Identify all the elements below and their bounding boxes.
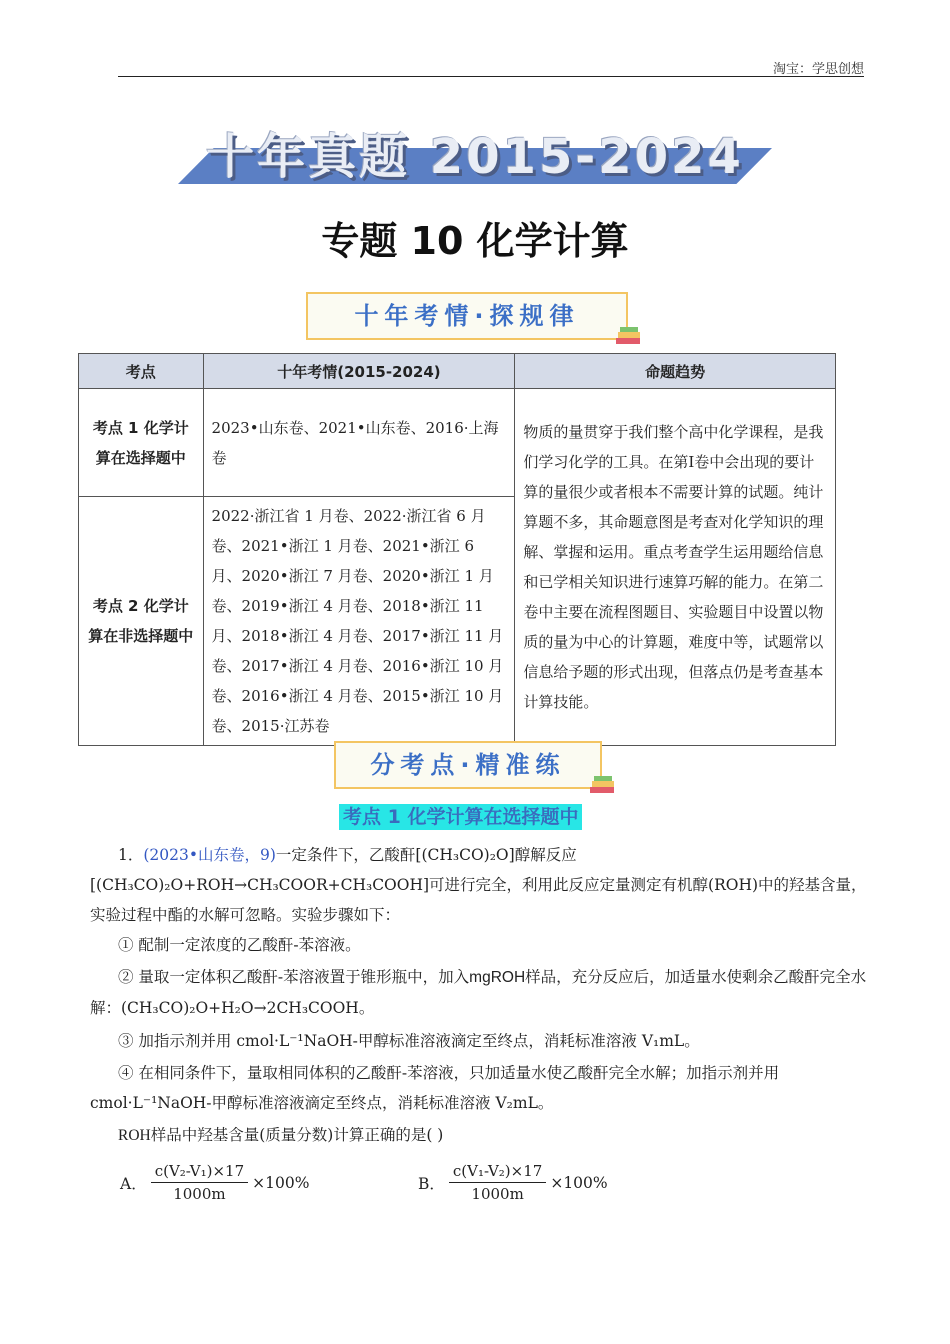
exam-point: 考点 2 化学计算在非选择题中 <box>79 497 204 746</box>
page-title: 专题 10 化学计算 <box>321 219 629 263</box>
fraction <box>151 1160 248 1205</box>
year-banner <box>178 118 772 184</box>
table-header: 考点 <box>79 354 204 389</box>
option-b[interactable] <box>418 1160 608 1205</box>
section-heading: 考点 1 化学计算在选择题中 <box>339 804 582 830</box>
header-rule <box>118 76 864 77</box>
exam-years: 2022·浙江省 1 月卷、2022·浙江省 6 月卷、2021•浙江 1 月卷、2021•浙江 6 月、2020•浙江 7 月卷、2020•浙江 1 月卷、2019•浙江 4 月卷、2018•浙江 11 月、2018•浙江 4 月卷、2017•浙江 11 月卷、2017•浙江 4 月卷、2016•浙江 10 月卷、2016•浙江 4 月卷、2015•浙江 10 月卷、2015·江苏卷 <box>203 497 515 746</box>
ask-roh: ROH <box>118 1127 151 1144</box>
table-header: 十年考情(2015-2024) <box>203 354 515 389</box>
table-header-row <box>79 354 836 389</box>
fraction-denominator: 1000m <box>471 1185 524 1203</box>
exam-point: 考点 1 化学计算在选择题中 <box>79 389 204 497</box>
fraction-numerator: c(V₁-V₂)×17 <box>449 1160 546 1183</box>
option-a[interactable] <box>120 1160 309 1205</box>
fraction <box>449 1160 546 1205</box>
ask-text: 样品中羟基含量(质量分数)计算正确的是( ) <box>150 1126 444 1144</box>
question-source: (2023•山东卷，9) <box>143 846 276 864</box>
question-stem-1: 一定条件下，乙酸酐[(CH₃CO)₂O]醇解反应 <box>275 846 577 864</box>
question-stem-2: [(CH₃CO)₂O+ROH→CH₃COOR+CH₃COOH]可进行完全，利用此反应定量测定有机醇(ROH)中的羟基含量，实验过程中酯的水解可忽略。实验步骤如下： <box>90 876 867 924</box>
step-2-sample: mgROH <box>469 969 526 986</box>
exam-years: 2023•山东卷、2021•山东卷、2016·上海卷 <box>203 389 515 497</box>
banner-text: 十年真题 2015-2024 <box>206 129 744 185</box>
header-shop-text: 淘宝：学思创想 <box>772 62 864 77</box>
option-label: A． <box>120 1174 147 1193</box>
step-2-text-a: ② 量取一定体积乙酸酐-苯溶液置于锥形瓶中，加入 <box>118 968 470 986</box>
table-row <box>79 389 836 497</box>
section-badge-practice <box>334 741 602 789</box>
books-icon <box>614 326 644 346</box>
question-ask <box>90 1120 870 1151</box>
fraction-numerator: c(V₂-V₁)×17 <box>151 1160 248 1183</box>
step-4: ④ 在相同条件下，量取相同体积的乙酸酐-苯溶液，只加适量水使乙酸酐完全水解；加指示剂并用 cmol·L⁻¹NaOH-甲醇标准溶液滴定至终点，消耗标准溶液 V₂mL。 <box>90 1064 780 1112</box>
trend-text: 物质的量贯穿于我们整个高中化学课程，是我们学习化学的工具。在第Ⅰ卷中会出现的要计算的量很少或者根本不需要计算的试题。纯计算题不多，其命题意图是考查对化学知识的理解、掌握和运用。重点考查学生运用题给信息和已学相关知识进行速算巧解的能力。在第二卷中主要在流程图题目、实验题目中设置以物质的量为中心的计算题，难度中等，试题常以信息给予题的形式出现，但落点仍是考查基本计算技能。 <box>515 389 836 746</box>
table-header: 命题趋势 <box>515 354 836 389</box>
option-tail: ×100% <box>550 1173 608 1192</box>
question-stem <box>90 840 870 870</box>
question-number: 1． <box>118 846 144 864</box>
fraction-denominator: 1000m <box>173 1185 226 1203</box>
exam-table <box>78 353 836 746</box>
step-3: ③ 加指示剂并用 cmol·L⁻¹NaOH-甲醇标准溶液滴定至终点，消耗标准溶液 V₁mL。 <box>118 1032 700 1050</box>
section-badge-trends <box>306 292 628 340</box>
badge-label: 分考点·精准练 <box>370 751 566 779</box>
option-tail: ×100% <box>252 1173 310 1192</box>
option-label: B． <box>418 1174 445 1193</box>
books-icon <box>588 775 618 795</box>
badge-label: 十年考情·探规律 <box>354 302 580 330</box>
step-2-text-b: 样品，充分反应后，加适量水使剩余乙酸酐完全水解：(CH₃CO)₂O+H₂O→2CH₃COOH。 <box>90 968 867 1017</box>
step-1: ① 配制一定浓度的乙酸酐-苯溶液。 <box>118 936 361 954</box>
step-2 <box>90 962 870 1023</box>
